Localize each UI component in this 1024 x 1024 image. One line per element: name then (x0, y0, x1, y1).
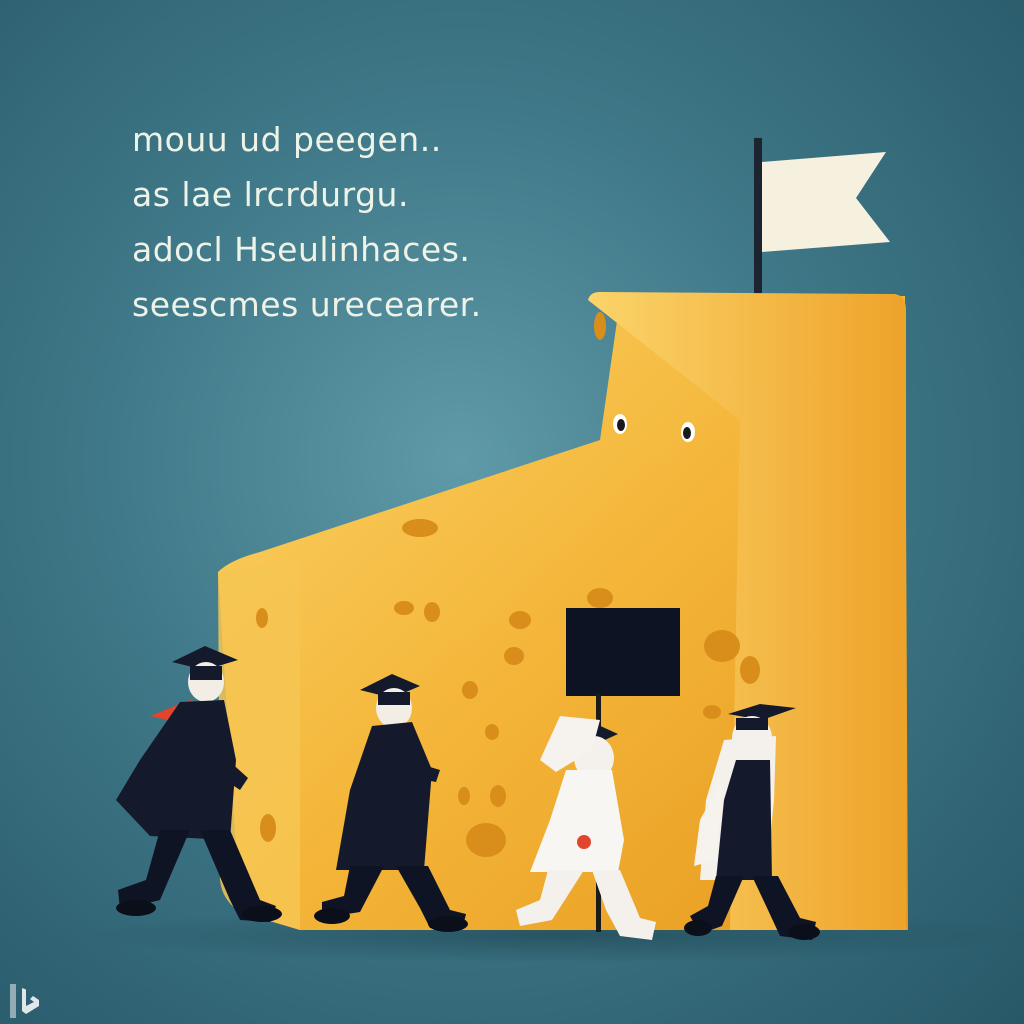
caption-text (132, 112, 482, 332)
bing-b-icon (10, 984, 40, 1018)
caption-line-4: seescmes urecearer. (132, 285, 482, 324)
caption-line-1: mouu ud peegen.. (132, 120, 442, 159)
caption-line-2: as lae lrcrdurgu. (132, 175, 409, 214)
protest-sign (566, 608, 680, 696)
caption-line-3: adocl Hseulinhaces. (132, 230, 471, 269)
flag (754, 138, 890, 296)
flag-pole (754, 138, 762, 296)
flag-cloth (762, 152, 890, 252)
